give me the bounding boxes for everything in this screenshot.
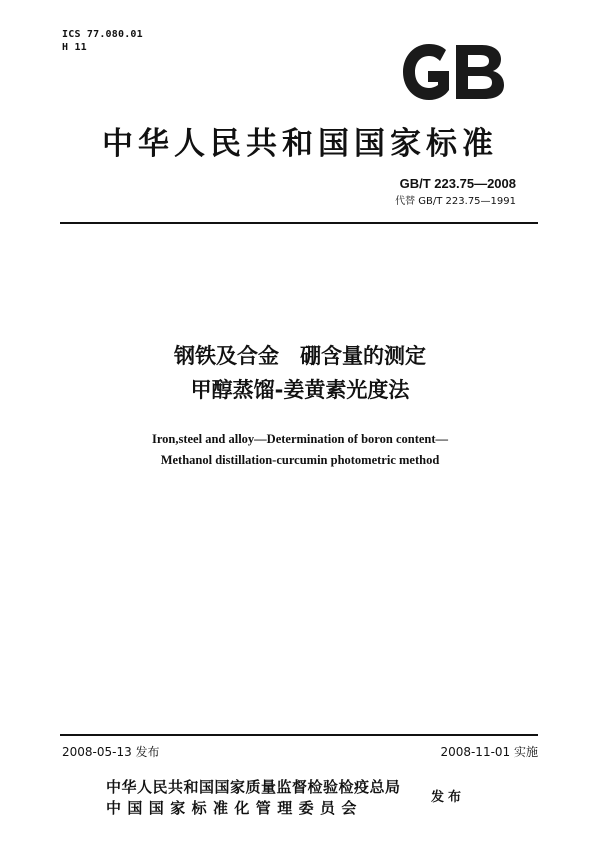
english-title-line-1: Iron,steel and alloy—Determination of boron content— (151, 432, 449, 446)
issue-date: 2008-05-13 发布 (62, 745, 160, 759)
implementation-date: 2008-11-01 实施 (440, 745, 538, 759)
standard-number-block (395, 176, 516, 207)
english-title-line-2: Methanol distillation-curcumin photometric method (160, 453, 440, 467)
gb-logo (398, 40, 510, 104)
national-standard-title: 中华人民共和国国家标准 (102, 126, 498, 162)
replaces-standard: 代替 GB/T 223.75—1991 (395, 196, 516, 207)
footer-divider (60, 734, 538, 736)
issuer-line-1: 中华人民共和国国家质量监督检验检疫总局 (106, 778, 401, 796)
header-divider (60, 222, 538, 224)
ccs-code: H 11 (62, 42, 87, 53)
issuer-line-2: 中国国家标准化管理委员会 (106, 799, 363, 817)
standard-code: GB/T 223.75—2008 (399, 176, 516, 191)
chinese-title-line-2: 甲醇蒸馏-姜黄素光度法 (190, 378, 410, 402)
ics-code: ICS 77.080.01 (62, 29, 143, 40)
publish-label: 发布 (431, 790, 466, 805)
chinese-title-line-1: 钢铁及合金 硼含量的测定 (174, 344, 426, 368)
classification-codes (62, 28, 143, 54)
